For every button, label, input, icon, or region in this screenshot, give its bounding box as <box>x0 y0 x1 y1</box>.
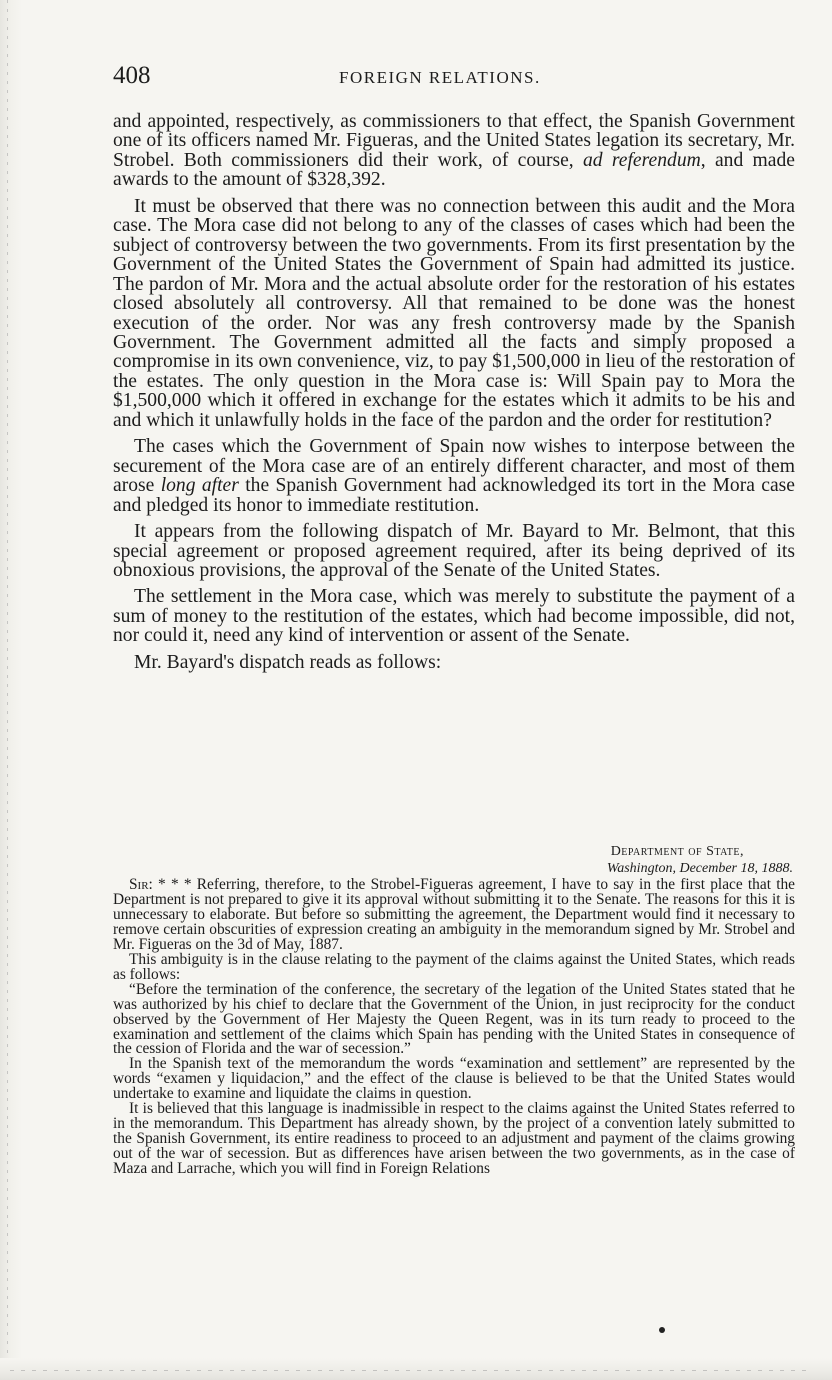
page-bottom-edge <box>0 1358 832 1380</box>
running-head: FOREIGN RELATIONS. <box>339 68 541 87</box>
paragraph-1: and appointed, respectively, as commissioners to that effect, the Spanish Government one of its officers named Mr. Figueras, and the United States legation its secretary, Mr. Strobel. Both commissioners did their work, of course, ad referendum, and made awards to the amount of $328,392. <box>113 111 795 191</box>
dispatch-paragraph-5: It is believed that this language is inadmissible in respect to the claims against the United States referred to in the memorandum. This Department has already shown, by the project of a convention lately submitted to the Spanish Government, its entire readiness to proceed to an adjustment and payment of the claims growing out of the war of secession. But as differences have arisen between the two governments, as in the case of Maza and Larrache, which you will find in Foreign Relations <box>113 1100 795 1178</box>
paragraph-3: The cases which the Government of Spain now wishes to interpose between the securement of the Mora case are of an entirely different character, and most of them arose long after the Spanish Government had acknowledged its tort in the Mora case and pledged its honor to immediate restitution. <box>113 436 795 516</box>
dispatch-quote: “Before the termination of the conference, the secretary of the legation of the United States stated that he was authorized by his chief to declare that the Government of the Union, in just reciprocity for the conduct observed by the Government of Her Majesty the Queen Regent, was in its turn ready to proceed to the examination and settlement of the claims which Spain has pending with the United States in consequence of the cession of Florida and the war of secession.” <box>113 980 795 1058</box>
dispatch-body <box>113 878 795 1177</box>
paragraph-6: Mr. Bayard's dispatch reads as follows: <box>134 651 442 673</box>
ink-dot <box>659 1327 665 1333</box>
page-left-edge <box>0 0 22 1380</box>
emphasis-long-after: long after <box>160 475 239 497</box>
page-number: 408 <box>113 62 151 89</box>
page-header <box>113 62 798 98</box>
dispatch-heading <box>113 843 793 877</box>
body-text <box>113 112 795 672</box>
paragraph-2: It must be observed that there was no connection between this audit and the Mora case. The Mora case did not belong to any of the classes of cases which had been the subject of controversy between the two governments. From its first presentation by the Government of the United States the Government of Spain had admitted its justice. The pardon of Mr. Mora and the actual absolute order for the restoration of his estates closed absolutely all controversy. All that remained to be done was the honest execution of the order. Nor was any fresh controversy made by the Spanish Government. The Government admitted all the facts and simply proposed a compromise in its own convenience, viz, to pay $1,500,000 in lieu of the restoration of the estates. The only question in the Mora case is: Will Spain pay to Mora the $1,500,000 which it offered in exchange for the estates which it admits to be his and and which it unlawfully holds in the face of the pardon and the order for restitution? <box>113 195 795 431</box>
dispatch-asterisks: * * * <box>152 876 197 893</box>
emphasis-ad-referendum: ad referendum <box>583 149 701 171</box>
dispatch-department: Department of State, <box>610 844 744 859</box>
paragraph-5: The settlement in the Mora case, which was merely to substitute the payment of a sum of money to the restitution of the estates, which had become impossible, did not, nor could it, need any kind of intervention or assent of the Senate. <box>113 586 795 647</box>
dispatch-salutation: Sir: <box>129 876 153 893</box>
dispatch-paragraph-1: Sir: * * * Referring, therefore, to the Strobel-Figueras agreement, I have to say in the first place that the Department is not prepared to give it its approval without submitting it to the Senate. The reasons for this it is unnecessary to elaborate. But before so submitting the agreement, the Department would find it necessary to remove certain obscurities of expression creating an ambiguity in the memorandum signed by Mr. Strobel and Mr. Figueras on the 3d of May, 1887. <box>113 876 795 953</box>
dispatch-paragraph-2: This ambiguity is in the clause relating to the payment of the claims against the United States, which reads as follows: <box>113 950 795 983</box>
dispatch-place-date: Washington, December 18, 1888. <box>606 861 793 876</box>
dispatch-paragraph-4: In the Spanish text of the memorandum the words “examination and settlement” are represented by the words “examen y liquidacion,” and the effect of the clause is believed to be that the United States would undertake to examine and liquidate the claims in question. <box>113 1055 795 1103</box>
paragraph-4: It appears from the following dispatch of Mr. Bayard to Mr. Belmont, that this special agreement or proposed agreement required, after its being deprived of its obnoxious provisions, the approval of the Senate of the United States. <box>113 521 795 581</box>
